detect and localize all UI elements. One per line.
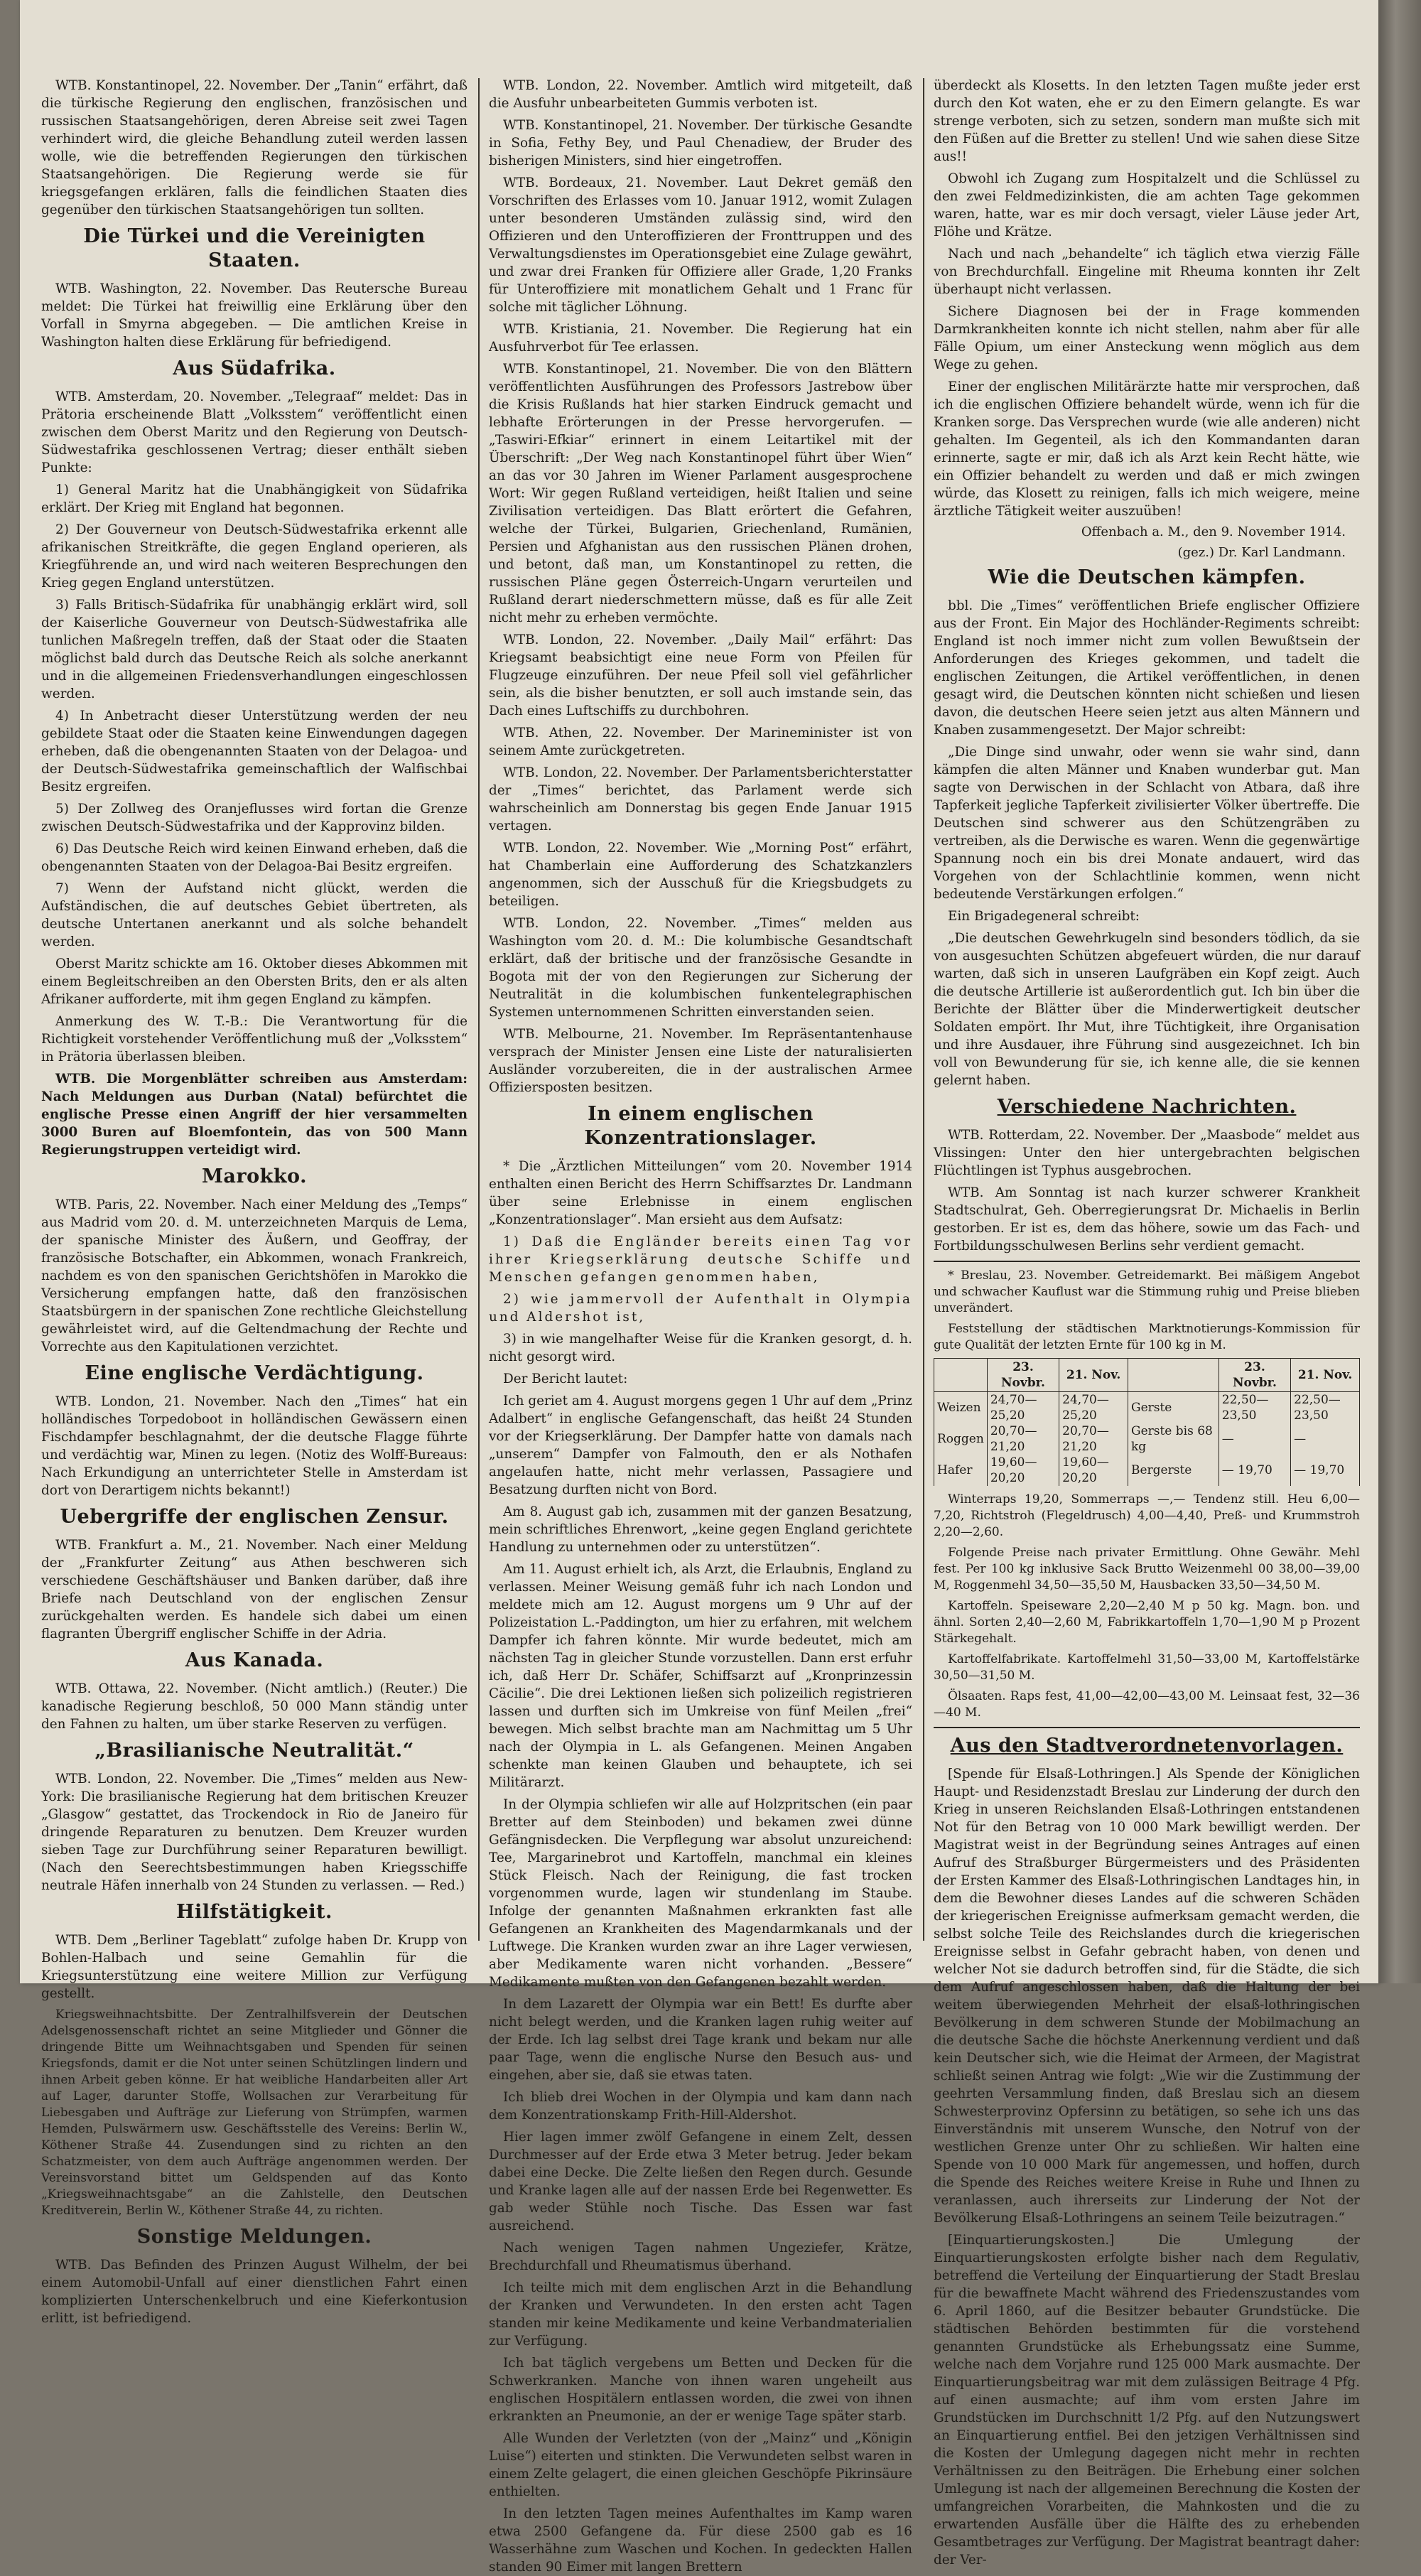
table-cell: Gerste bis 68 kg	[1128, 1423, 1219, 1455]
article-text: Kartoffeln. Speiseware 2,20—2,40 M p 50 kg. Magn. bon. und ähnl. Sorten 2,40—2,60 M, Fabrikkartoffeln 1,70—1,90 M p Prozent Stärkegehalt.	[934, 1599, 1360, 1646]
article-text: Ein Brigadegeneral schreibt:	[948, 909, 1140, 924]
article-text: WTB. Rotterdam, 22. November. Der „Maasbode“ meldet aus Vlissingen: Unter den hier untergebrachten belgischen Flüchtlingen ist Typhus ausgebrochen.	[934, 1128, 1360, 1178]
dateline: Offenbach a. M., den 9. November 1914.	[1081, 524, 1346, 539]
table-cell: 19,60—20,20	[987, 1455, 1059, 1486]
article-text: WTB. Dem „Berliner Tageblatt“ zufolge haben Dr. Krupp von Bohlen-Halbach und seine Gemahlin für die Kriegsunterstützung eine weitere Million zur Verfügung gestellt.	[41, 1933, 468, 2001]
article-text: WTB. Frankfurt a. M., 21. November. Nach einer Meldung der „Frankfurter Zeitung“ aus Athen beschweren sich verschiedene Geschäftshäuser und Banken darüber, daß ihre Briefe nach Deutschland von der englischen Zensur zurückgehalten werden. Es handele sich dabei um einen flagranten Übergriff englischer Schiffe in der Adria.	[41, 1538, 468, 1642]
article-text: WTB. Washington, 22. November. Das Reutersche Bureau meldet: Die Türkei hat freiwillig eine Erklärung über den Vorfall in Smyrna abgegeben. — Die amtlichen Kreise in Washington halten diese Erklärung für befriedigend.	[41, 281, 468, 350]
article-text: Ich blieb drei Wochen in der Olympia und kam dann nach dem Konzentrationskamp Frith-Hill-Aldershot.	[489, 2090, 912, 2123]
article-text: Alle Wunden der Verletzten (von der „Mainz“ und „Königin Luise“) eiterten und stinkten. Die Verwundeten selbst waren in einem Zelte gelagert, die einen gleichen Geschöpfe Pikrinsäure enthielten.	[489, 2431, 912, 2499]
article-text: WTB. London, 22. November. Amtlich wird mitgeteilt, daß die Ausfuhr unbearbeiteten Gummis verboten ist.	[489, 78, 912, 111]
table-cell: 20,70—21,20	[1059, 1423, 1128, 1455]
table-cell: 24,70—25,20	[987, 1392, 1059, 1424]
table-cell: —	[1219, 1423, 1290, 1455]
table-cell: 22,50—23,50	[1219, 1392, 1290, 1424]
table-cell: Gerste	[1128, 1392, 1219, 1424]
table-header-cell: 21. Nov.	[1291, 1359, 1360, 1392]
article-text: Oberst Maritz schickte am 16. Oktober dieses Abkommen mit einem Begleitschreiben an den Obersten Brits, den er als alten Afrikaner aufforderte, mit ihm gegen England zu kämpfen.	[41, 956, 468, 1007]
article-text: WTB. London, 22. November. „Times“ melden aus Washington vom 20. d. M.: Die kolumbische Gesandtschaft erklärt, daß der britische und der französische Gesandte in Bogota mit der von den Regierungen zur Sicherung der Neutralität in die kolumbischen funkentelegraphischen Systemen unternommenen Schritten einverstanden seien.	[489, 916, 912, 1020]
article-text: WTB. London, 22. November. Der Parlamentsberichterstatter der „Times“ berichtet, das Parlament werde sich wahrscheinlich am Donnerstag bis gegen Ende Januar 1915 vertagen.	[489, 765, 912, 834]
column-3	[934, 77, 1360, 2567]
headline: Aus Südafrika.	[173, 357, 336, 379]
article-text: Ich bat täglich vergebens um Betten und Decken für die Schwerkranken. Manche von ihnen waren ungeheilt aus englischen Hospitälern entlassen worden, die zwei von ihnen erkrankten an Pneumonie, an der er wenige Tage später starb.	[489, 2356, 912, 2424]
article-text: WTB. Konstantinopel, 22. November. Der „Tanin“ erfährt, daß die türkische Regierung den englischen, französischen und russischen Staatsangehörigen, deren Abreise seit zwei Tagen verhindert wird, die gleiche Behandlung zuteil werden lassen wolle, wie die betreffenden Regierungen den türkischen Staatsangehörigen. Die Regierung werde sie für kriegsgefangen erklären, falls die feindlichen Staaten dies gegenüber den türkischen Staatsangehörigen tun sollten.	[41, 78, 468, 217]
table-header-cell	[1128, 1359, 1219, 1392]
article-text: Der Bericht lautet:	[503, 1371, 628, 1386]
article-text: Kartoffelfabrikate. Kartoffelmehl 31,50—33,00 M, Kartoffelstärke 30,50—31,50 M.	[934, 1652, 1360, 1683]
article-text: Obwohl ich Zugang zum Hospitalzelt und die Schlüssel zu den zwei Feldmedizinkisten, die am achten Tage gekommen waren, hatte, war es mir doch versagt, vieler Läuse jeder Art, Flöhe und Krätze.	[934, 171, 1360, 239]
article-text: WTB. London, 22. November. „Daily Mail“ erfährt: Das Kriegsamt beabsichtigt eine neue Form von Pfeilen für Flugzeuge einzuführen. Der neue Pfeil soll viel gefährlicher sein, als die bisher benutzten, er soll auch imstande sein, das Dach eines Luftschiffs zu durchbohren.	[489, 632, 912, 718]
article-text: [Spende für Elsaß-Lothringen.] Als Spende der Königlichen Haupt- und Residenzstadt Breslau zur Linderung der durch den Krieg in unseren Reichslanden Elsaß-Lothringen entstandenen Not für den Betrag von 10 000 Mark bewilligt werden. Der Magistrat weist in der Begründung seines Antrages auf einen Aufruf des Straßburger Bürgermeisters und des Präsidenten der Ersten Kammer des Elsaß-Lothringischen Landtages hin, in dem die Bewohner dieses Landes auf die schweren Schäden der kriegerischen Ereignisse aufmerksam gemacht werden, die selbst solche Teile des Reichslandes durch die kriegerischen Ereignisse selbst in Gefahr gebracht haben, von denen und welcher Not sie dadurch betroffen sind, für die Städte, die sich dem Aufruf angeschlossen haben, daß die Haltung der bei weitem überwiegenden Mehrheit der elsaß-lothringischen Bevölkerung in dem schweren Stunde der Mobilmachung an die deutsche Sache die höchste Anerkennung verdient und daß kein Deutscher sich, wie die Heimat der Armeen, der Magistrat schließt seinen Antrag wie folgt: „Wie wir die Zustimmung der geehrten Versammlung finden, daß Breslau sich an diesem Schwesterprovinz Opfersinn zu betätigen, so sehe ich uns das Einverständnis mit unserem Wunsche, den Notruf von der westlichen Grenze unter Ohr zu schließen. Wir halten eine Spende von 10 000 Mark für angemessen, und hoffen, durch die Spende des Reiches weitere Kreise in Ruhe und Ihnen zu veranlassen, auch ihrerseits zur Linderung der Not der Bevölkerung Elsaß-Lothringens an seinem Teile beizutragen.“	[934, 1767, 1360, 2226]
article-text: Anmerkung des W. T.-B.: Die Verantwortung für die Richtigkeit vorstehender Veröffentlichung muß der „Volksstem“ in Prätoria überlassen bleiben.	[41, 1014, 468, 1065]
article-text: Hier lagen immer zwölf Gefangene in einem Zelt, dessen Durchmesser auf der Erde etwa 3 Meter betrug. Jeder bekam dabei eine Decke. Die Zelte ließen den Regen durch. Gesunde und Kranke lagen alle auf der nassen Erde bei Regenwetter. Es gab weder Stühle noch Tische. Das Essen war fast ausreichend.	[489, 2130, 912, 2233]
article-text: überdeckt als Klosetts. In den letzten Tagen mußte jeder erst durch den Kot waten, ehe er zu den Eimern gelangte. Es war strenge verboten, sich zu setzen, sondern man mußte sich mit den Füßen auf die Bretter zu stellen! Und wie sahen diese Sitze aus!!	[934, 78, 1360, 164]
article-text: Am 8. August gab ich, zusammen mit der ganzen Besatzung, mein schriftliches Ehrenwort, „keine gegen England gerichtete Handlung zu unternehmen oder zu unterstützen“.	[489, 1504, 912, 1555]
newspaper-page	[20, 0, 1378, 2575]
table-row	[934, 1392, 1360, 1424]
article-text: WTB. Paris, 22. November. Nach einer Meldung des „Temps“ aus Madrid vom 20. d. M. unterzeichneten Marquis de Lema, der spanische Minister des Äußern, und Geoffray, der französische Botschafter, ein Abkommen, wonach Frankreich, nachdem es von den spanischen Gerichtshöfen in Marokko die Versicherung empfangen hatte, daß den französischen Staatsbürgern in der spanischen Zone rechtliche Gleichstellung gewährleistet wird, auf die Geltendmachung der Rechte und Vorrechte aus den Kapitulationen verzichtet.	[41, 1197, 468, 1354]
article-text: 3) Falls Britisch-Südafrika für unabhängig erklärt wird, soll der Kaiserliche Gouverneur von Deutsch-Südwestafrika alle tunlichen Maßregeln treffen, daß der Staat oder die Staaten möglichst bald durch das Deutsche Reich als solche anerkannt und in die allgemeinen Friedensverhandlungen eingeschlossen werden.	[41, 598, 468, 701]
article-text: Ich geriet am 4. August morgens gegen 1 Uhr auf dem „Prinz Adalbert“ in englische Gefangenschaft, das heißt 24 Stunden vor der Kriegserklärung. Der Dampfer hatte von damals nach „unserem“ Dampfer von Falmouth, den er als Nothafen angelaufen hatte, nicht mehr verlassen, Passagiere und Besatzung durften nicht von Bord.	[489, 1394, 912, 1497]
grain-price-table	[934, 1358, 1360, 1486]
headline: Hilfstätigkeit.	[176, 1901, 333, 1923]
article-text: 3) in wie mangelhafter Weise für die Kranken gesorgt, d. h. nicht gesorgt wird.	[489, 1332, 912, 1364]
article-text: WTB. London, 22. November. Wie „Morning Post“ erfährt, hat Chamberlain eine Aufforderung des Schatzkanzlers angenommen, sich der Ausschuß für die Kriegsbudgets zu beteiligen.	[489, 841, 912, 909]
headline: Wie die Deutschen kämpfen.	[988, 566, 1306, 588]
article-text: „Die deutschen Gewehrkugeln sind besonders tödlich, da sie von ausgesuchten Schützen abgefeuert würden, die nur darauf warten, daß sich in unseren Laufgräben ein Kopf zeigt. Auch die deutsche Artillerie ist außerordentlich gut. Ich bin über die Berichte der Blätter über die Minderwertigkeit deutscher Soldaten empört. Ihr Mut, ihre Tüchtigkeit, ihre Organisation und ihre Ausdauer, ihre Führung sind ausgezeichnet. Ich bin voll von Bewunderung für sie, ich kenne alle, die sie kennen gelernt haben.	[934, 931, 1360, 1088]
headline: Sonstige Meldungen.	[136, 2226, 372, 2248]
column-1	[41, 77, 468, 2326]
article-text: Sichere Diagnosen bei der in Frage kommenden Darmkrankheiten konnte ich nicht stellen, nahm aber für alle Fälle Opium, um einer Ansteckung wenn möglich aus dem Wege zu gehen.	[934, 304, 1360, 372]
article-text: 2) wie jammervoll der Aufenthalt in Olympia und Aldershot ist,	[489, 1292, 912, 1325]
headline: Aus den Stadtverordnetenvorlagen.	[950, 1735, 1344, 1757]
article-text: 4) In Anbetracht dieser Unterstützung werden der neu gebildete Staat oder die Staaten keine Einwendungen dagegen erheben, daß die obengenannten Staaten von der Delagoa- und der Deutsch-Südwestafrika gemeinschaftlich der Walfischbai Besitz ergreifen.	[41, 708, 468, 794]
article-text: bbl. Die „Times“ veröffentlichen Briefe englischer Offiziere aus der Front. Ein Major des Hochländer-Regiments schreibt: England ist noch immer nicht zum vollen Bewußtsein der Anforderungen des Krieges gekommen, und tadelt die englischen Zeitungen, die Artikel veröffentlichen, in denen gesagt wird, die Deutschen könnten nicht schießen und liesen davon, die deutschen Heere seien jetzt aus alten Männern und Knaben zusammengesetzt. Der Major schreibt:	[934, 598, 1360, 738]
section-divider	[934, 1727, 1360, 1728]
table-cell: Weizen	[934, 1392, 988, 1424]
article-text: WTB. Konstantinopel, 21. November. Die von den Blättern veröffentlichten Ausführungen des Professors Jastrebow über die Krisis Rußlands hat hier starken Eindruck gemacht und lebhafte Erörterungen in der Presse hervorgerufen. — „Taswiri-Efkiar“ erinnert in einem Leitartikel mit der Überschrift: „Der Weg nach Konstantinopel führt über Wien“ an das vor 30 Jahren im Wiener Parlament ausgesprochene Wort: Wir gegen Rußland verteidigen, heißt Italien und seine Zivilisation verteidigen. Das Blatt erörtert die Gefahren, welche der Türkei, Bulgarien, Griechenland, Rumänien, Persien und Afghanistan aus den russischen Plänen drohen, und betont, daß man, um Konstantinopel zu retten, die russischen Pläne gegen Österreich-Ungarn verurteilen und Rußland derart niederschmettern müsse, daß es für alle Zeit nicht mehr zu erheben vermöchte.	[489, 362, 912, 625]
table-row	[934, 1455, 1360, 1486]
article-text: 2) Der Gouverneur von Deutsch-Südwestafrika erkennt alle afrikanischen Streitkräfte, die gegen England operieren, als Kriegführende an, und wird nach weiteren Besprechungen den Krieg gegen England unterstützen.	[41, 522, 468, 591]
article-text: Nach wenigen Tagen nahmen Ungeziefer, Krätze, Brechdurchfall und Rheumatismus überhand.	[489, 2241, 912, 2273]
headline: Eine englische Verdächtigung.	[85, 1362, 424, 1384]
article-text: „Die Dinge sind unwahr, oder wenn sie wahr sind, dann kämpfen die alten Männer und Knaben wunderbar gut. Man sagte von Derwischen in der Schlacht von Atbara, daß ihre Tapferkeit jegliche Tapferkeit zivilisierter Völker übertreffe. Die Deutschen sind schwerer aus den Schützengräben zu vertreiben, als die Derwische es waren. Wenn die gegenwärtige Spannung noch ein bis drei Monate andauert, wird das Vorgehen von der Schlachtlinie kommen, wenn nicht bedeutende Verstärkungen erfolgen.“	[934, 745, 1360, 902]
article-text: WTB. Amsterdam, 20. November. „Telegraaf“ meldet: Das in Prätoria erscheinende Blatt „Volksstem“ veröffentlicht einen zwischen dem Oberst Maritz und den Regierung von Deutsch-Südwestafrika geschlossenen Vertrag; dieser enthält sieben Punkte:	[41, 389, 468, 475]
article-text: Ölsaaten. Raps fest, 41,00—42,00—43,00 M. Leinsaat fest, 32—36—40 M.	[934, 1689, 1360, 1720]
article-text: WTB. Ottawa, 22. November. (Nicht amtlich.) (Reuter.) Die kanadische Regierung beschloß, 50 000 Mann ständig unter den Fahnen zu halten, um über starke Reserven zu verfügen.	[41, 1681, 468, 1732]
headline: Marokko.	[202, 1165, 307, 1187]
article-text: In der Olympia schliefen wir alle auf Holzpritschen (ein paar Bretter auf dem Steinboden) und bekamen zwei dünne Gefängnisdecken. Die Verpflegung war absolut unzureichend: Tee, Margarinebrot und Kartoffeln, manchmal ein kleines Stück Fleisch. Nach der Reinigung, die fast trocken vorgenommen wurde, lagen wir stundenlang im Staube. Infolge der genannten Maßnahmen erkrankten fast alle Gefangenen an Krankheiten des Magendarmkanals und der Luftwege. Die Kranken wurden zwar an ihre Lager verwiesen, aber Medikamente waren nicht vorhanden. „Bessere“ Medikamente mußten von den Gefangenen bezahlt werden.	[489, 1797, 912, 1990]
article-text: Folgende Preise nach privater Ermittlung. Ohne Gewähr. Mehl fest. Per 100 kg inklusive Sack Brutto Weizenmehl 00 38,00—39,00 M, Roggenmehl 34,50—35,50 M, Hausbacken 33,50—34,50 M.	[934, 1546, 1360, 1593]
article-text: WTB. Bordeaux, 21. November. Laut Dekret gemäß den Vorschriften des Erlasses vom 10. Januar 1912, womit Zulagen unter besonderen Umständen zulässig sind, wird den Offizieren und den Unteroffizieren der Fronttruppen und des Verwaltungsdienstes im Operationsgebiet eine Zulage gewährt, und zwar drei Franken für Offiziere aller Grade, 1,20 Franks für Unteroffiziere mit monatlichem Gehalt und 1 Franc für solche mit täglicher Löhnung.	[489, 176, 912, 315]
binding-edge	[1378, 0, 1421, 1983]
article-text: Kriegsweihnachtsbitte. Der Zentralhilfsverein der Deutschen Adelsgenossenschaft richtet an seine Mitglieder und Gönner die dringende Bitte um Weihnachtsgaben und Spenden für seinen Kriegsfonds, damit er die Not unter seinen Schützlingen lindern und ihnen Arbeit geben könne. Er hat weibliche Handarbeiten aller Art auf Lager, darunter Stoffe, Wollsachen zur Verarbeitung für Liebesgaben und Aufträge zur Lieferung von Strümpfen, warmen Hemden, Pulswärmern usw. Geschäftsstelle des Vereins: Berlin W., Köthener Straße 44. Zusendungen sind zu richten an den Schatzmeister, von dem auch Aufträge angenommen werden. Der Vereinsvorstand bittet um Geldspenden auf das Konto „Kriegsweihnachtsgabe“ an die Zahlstelle, den Deutschen Kreditverein, Berlin W., Köthener Straße 44, zu richten.	[41, 2008, 468, 2218]
article-text: Ich teilte mich mit dem englischen Arzt in die Behandlung der Kranken und Verwundeten. In den ersten acht Tagen standen mir keine Medikamente und keine Verbandmaterialien zur Verfügung.	[489, 2280, 912, 2349]
table-cell: Roggen	[934, 1423, 988, 1455]
signature: (gez.) Dr. Karl Landmann.	[1177, 545, 1346, 560]
table-cell: 20,70—21,20	[987, 1423, 1059, 1455]
table-row	[934, 1423, 1360, 1455]
article-text: In dem Lazarett der Olympia war ein Bett! Es durfte aber nicht belegt werden, und die Kranken lagen ruhig weiter auf der Erde. Ich lag selbst drei Tage krank und bekam nur alle paar Tage, wenn die englische Nurse den Besuch aus- und eingehen, aber sie, daß sie etwas taten.	[489, 1997, 912, 2083]
table-header-cell: 21. Nov.	[1059, 1359, 1128, 1392]
headline: In einem englischen Konzentrationslager.	[584, 1103, 817, 1149]
table-cell: — 19,70	[1291, 1455, 1360, 1486]
headline: „Brasilianische Neutralität.“	[94, 1740, 414, 1762]
article-text: In den letzten Tagen meines Aufenthaltes im Kamp waren etwa 2500 Gefangene da. Für diese 2500 gab es 16 Wasserhähne zum Waschen und Kochen. In gedeckten Hallen standen 90 Eimer mit langen Brettern	[489, 2506, 912, 2575]
column-2	[489, 77, 912, 2575]
article-text: 1) Daß die Engländer bereits einen Tag vor ihrer Kriegserklärung deutsche Schiffe und Menschen gefangen genommen haben,	[489, 1234, 912, 1285]
article-text: 7) Wenn der Aufstand nicht glückt, werden die Aufständischen, die auf deutsches Gebiet übertreten, als deutsche Untertanen anerkannt und als solche behandelt werden.	[41, 881, 468, 949]
article-text: Feststellung der städtischen Marktnotierungs-Kommission für gute Qualität der letzten Ernte für 100 kg in M.	[934, 1322, 1360, 1352]
headline: Verschiedene Nachrichten.	[997, 1096, 1297, 1118]
headline: Uebergriffe der englischen Zensur.	[60, 1506, 449, 1528]
article-text: WTB. London, 22. November. Die „Times“ melden aus New-York: Die brasilianische Regierung hat dem britischen Kreuzer „Glasgow“ gestattet, das Trockendock in Rio de Janeiro für dringende Reparaturen zu benutzen. Dem Kreuzer wurden sieben Tage zur Durchführung seiner Reparaturen bewilligt. (Nach den Seerechtsbestimmungen haben Kriegsschiffe neutrale Häfen innerhalb von 24 Stunden zu verlassen. — Red.)	[41, 1772, 468, 1893]
table-cell: 22,50—23,50	[1291, 1392, 1360, 1424]
article-text: WTB. London, 21. November. Nach den „Times“ hat ein holländisches Torpedoboot in holländischen Gewässern einen Fischdampfer beschlagnahmt, der die deutsche Flagge führte und verdächtig war, Minen zu legen. (Notiz des Wolff-Bureaus: Nach Erkundigung an unterrichteter Stelle in Amsterdam ist dort von Derartigem nichts bekannt!)	[41, 1394, 468, 1498]
table-cell: Hafer	[934, 1455, 988, 1486]
article-text: Winterraps 19,20, Sommerraps —,— Tendenz still. Heu 6,00—7,20, Richtstroh (Flegeldrusch) 4,00—4,40, Preß- und Krummstroh 2,20—2,60.	[934, 1492, 1360, 1539]
article-text: Einer der englischen Militärärzte hatte mir versprochen, daß ich die englischen Offiziere behandelt würde, wenn ich für die Kranken sorge. Das Versprechen wurde (wie alle anderen) nicht gehalten. Im Gegenteil, als ich den Kommandanten daran erinnerte, sagte er mir, daß ich als Arzt kein Recht hätte, wie ein Offizier behandelt zu werden und daß er mich zwingen würde, das Klosett zu reinigen, falls ich mich weigere, meine ärztliche Tätigkeit weiter auszuüben!	[934, 379, 1360, 519]
article-text: 1) General Maritz hat die Unabhängigkeit von Südafrika erklärt. Der Krieg mit England hat begonnen.	[41, 483, 468, 515]
article-text: WTB. Am Sonntag ist nach kurzer schwerer Krankheit Stadtschulrat, Geh. Oberregierungsrat Dr. Michaelis in Berlin gestorben. Er ist es, dem das höhere, sowie um das Fach- und Fortbildungsschulwesen Berlins sehr verdient gemacht.	[934, 1185, 1360, 1254]
article-text: WTB. Die Morgenblätter schreiben aus Amsterdam: Nach Meldungen aus Durban (Natal) befürchtet die englische Presse einen Angriff der hier versammelten 3000 Buren auf Bloemfontein, das von 500 Mann Regierungstruppen verteidigt wird.	[41, 1072, 468, 1158]
article-text: Am 11. August erhielt ich, als Arzt, die Erlaubnis, England zu verlassen. Meiner Weisung gemäß fuhr ich nach London und meldete mich am 12. August morgens um 9 Uhr auf der Polizeistation L.-Paddington, um hier zu erfahren, mit welchem Dampfer ich fahren könnte. Mir wurde bedeutet, mich am nächsten Tag in gleicher Stunde vorzustellen. Dann erst erfuhr ich, daß Herr Dr. Schäfer, Schiffsarzt auf „Kronprinzessin Cäcilie“. Die drei Lektionen ließen sich polizeilich registrieren lassen und durften sich im Umkreise von fünf Meilen „frei“ bewegen. Mich selbst brachte man am Nachmittag um 5 Uhr nach der Olympia in L. als Gefangenen. Meinen Angaben schenkte man keinen Glauben und behauptete, ich sei Militärarzt.	[489, 1562, 912, 1790]
article-text: WTB. Konstantinopel, 21. November. Der türkische Gesandte in Sofia, Fethy Bey, und Paul Chenadiew, der Bruder des bisherigen Ministers, sind hier eingetroffen.	[489, 118, 912, 168]
article-text: * Breslau, 23. November. Getreidemarkt. Bei mäßigem Angebot und schwacher Kauflust war die Stimmung ruhig und Preise blieben unverändert.	[934, 1268, 1360, 1315]
table-cell: — 19,70	[1219, 1455, 1290, 1486]
table-header-cell	[934, 1359, 988, 1392]
article-text: 6) Das Deutsche Reich wird keinen Einwand erheben, daß die obengenannten Staaten von der Delagoa-Bai Besitz ergreifen.	[41, 841, 468, 874]
article-text: [Einquartierungskosten.] Die Umlegung der Einquartierungskosten erfolgte bisher nach dem Regulativ, betreffend die Verteilung der Einquartierung der Stadt Breslau für die bewaffnete Macht während des Friedenszustandes vom 6. April 1860, auf die Besitzer bebauter Grundstücke. Die städtischen Behörden bestimmten für die vorstehend genannten Grundstücke als Erhebungssatz eine Summe, welche nach dem Vorjahre rund 125 000 Mark ausmachte. Der Einquartierungsbeitrag war mit dem zulässigen Beitrage 4 Pfg. auf einen ausmachte; auf ihm vom ersten Jahre im Grundstücken im Durchschnitt 1/2 Pfg. auf den Nutzungswert an Einquartierung entfiel. Bei den jetzigen Verhältnissen sind die Kosten der Umlegung dagegen nicht mehr in rechten Verhältnissen zu den Beiträgen. Die Erhebung einer solchen Umlegung ist nach der allgemeinen Berechnung die Kosten der umfangreichen Vorarbeiten, die Mahnkosten und die zu erwartenden Ausfälle über die Hälfte des zu erhebenden Gesamtbetrages zur Verfügung. Der Magistrat beantragt daher: der Ver-	[934, 2233, 1360, 2567]
article-text: WTB. Das Befinden des Prinzen August Wilhelm, der bei einem Automobil-Unfall auf einer dienstlichen Fahrt einen komplizierten Unterschenkelbruch und eine Kieferkontusion erlitt, ist befriedigend.	[41, 2258, 468, 2326]
table-cell: 24,70—25,20	[1059, 1392, 1128, 1424]
table-header-cell: 23. Novbr.	[1219, 1359, 1290, 1392]
table-cell: 19,60—20,20	[1059, 1455, 1128, 1486]
column-rule	[478, 78, 480, 1941]
table-header-cell: 23. Novbr.	[987, 1359, 1059, 1392]
article-text: 5) Der Zollweg des Oranjeflusses wird fortan die Grenze zwischen Deutsch-Südwestafrika und der Kapprovinz bilden.	[41, 802, 468, 834]
headline: Aus Kanada.	[185, 1649, 324, 1671]
article-text: Nach und nach „behandelte“ ich täglich etwa vierzig Fälle von Brechdurchfall. Eingeline mit Rheuma konnten ihr Zelt überhaupt nicht verlassen.	[934, 247, 1360, 297]
article-text: WTB. Kristiania, 21. November. Die Regierung hat ein Ausfuhrverbot für Tee erlassen.	[489, 322, 912, 355]
headline: Die Türkei und die Vereinigten Staaten.	[83, 225, 426, 271]
column-rule	[923, 78, 924, 1941]
table-header-row	[934, 1359, 1360, 1392]
article-text: * Die „Ärztlichen Mitteilungen“ vom 20. November 1914 enthalten einen Bericht des Herrn Schiffsarztes Dr. Landmann über seine Erlebnisse in einem englischen „Konzentrationslager“. Man ersieht aus dem Aufsatz:	[489, 1159, 912, 1227]
section-divider	[934, 1261, 1360, 1262]
article-text: WTB. Athen, 22. November. Der Marineminister ist von seinem Amte zurückgetreten.	[489, 726, 912, 758]
article-text: WTB. Melbourne, 21. November. Im Repräsentantenhause versprach der Minister Jensen eine Liste der naturalisierten Ausländer vorzubereiten, die in der australischen Armee Offiziersposten besitzen.	[489, 1027, 912, 1095]
table-cell: Bergerste	[1128, 1455, 1219, 1486]
table-cell: —	[1291, 1423, 1360, 1455]
